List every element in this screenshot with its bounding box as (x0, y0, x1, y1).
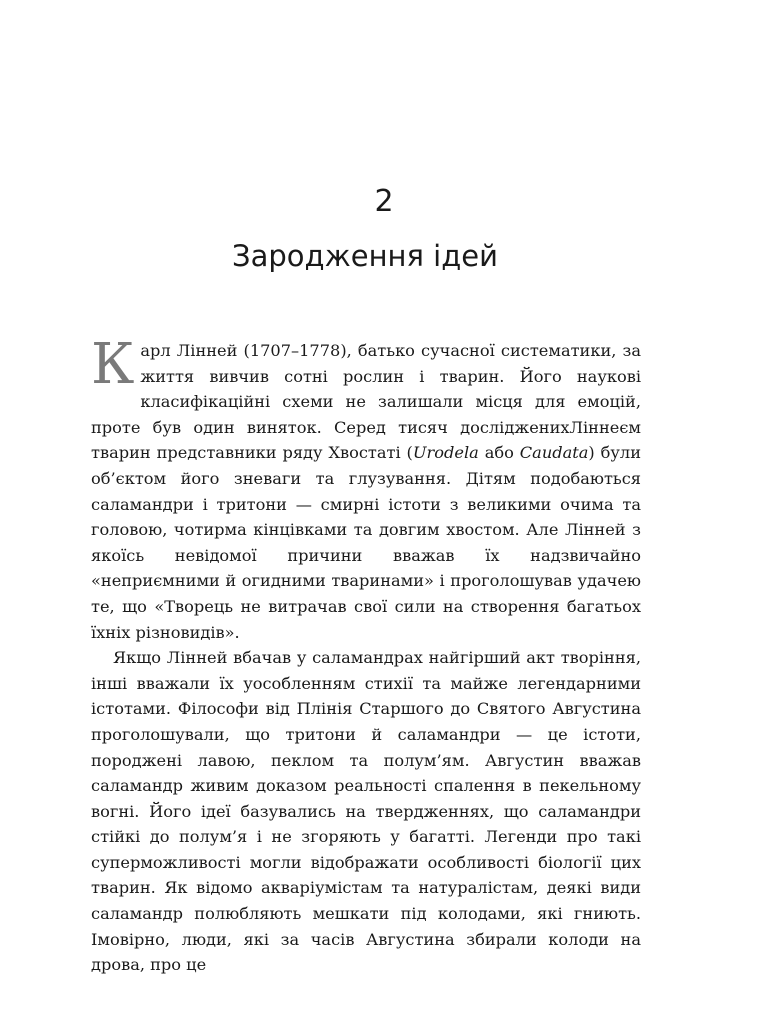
paragraph-1 (91, 332, 641, 645)
chapter-title: Зародження ідей (232, 239, 498, 273)
drop-cap: К (91, 332, 135, 397)
paragraph-2: Якщо Лінней вбачав у саламандрах найгірший акт творіння, інші вважали їх уособленням стихії та майже легендарними істотами. Філософи від Плінія Старшого до Святого Августина проголошували, що тритони й саламандри — це істоти, породжені лавою, пеклом та полум’ям. Августин вважав саламандр живим доказом реальності спалення в пекельному вогні. Його ідеї базувались на твердженнях, що саламандри стійкі до полум’я і не згоряють у багатті. Легенди про такі суперможливості могли відображати особливості біології цих тварин. Як відомо акваріумістам та натуралістам, деякі види саламандр полюбляють мешкати під колодами, які гниють. Імовірно, люди, які за часів Августина збирали колоди на дрова, про це (91, 648, 641, 975)
chapter-number: 2 (374, 184, 394, 219)
paragraph-1-text-a: арл Лінней (1707–1778), батько сучасної систематики, за життя вивчив сотні рослин і тварин. Його наукові класифікаційні схеми не залишали місця для емоцій, проте був один виняток. Серед тисяч дослідженихЛіннеєм тварин представники ряду Хвостаті ( (91, 341, 641, 463)
taxon-urodela: Urodela (412, 443, 479, 463)
taxon-caudata: Caudata (519, 443, 589, 463)
chapter-body (91, 332, 641, 978)
paragraph-1-text-c: ) були об’єктом його зневаги та глузування. Дітям подобаються саламандри і тритони — смирні істоти з великими очима та головою, чотирма кінцівками та довгим хвостом. Але Лінней з якоїсь невідомої причини вважав їх надзвичайно «неприємними й огидними тваринами» і проголошував удачею те, що «Творець не витрачав свої сили на створення багатьох їхніх різновидів». (91, 443, 641, 642)
paragraph-1-text-b: або (478, 443, 520, 463)
